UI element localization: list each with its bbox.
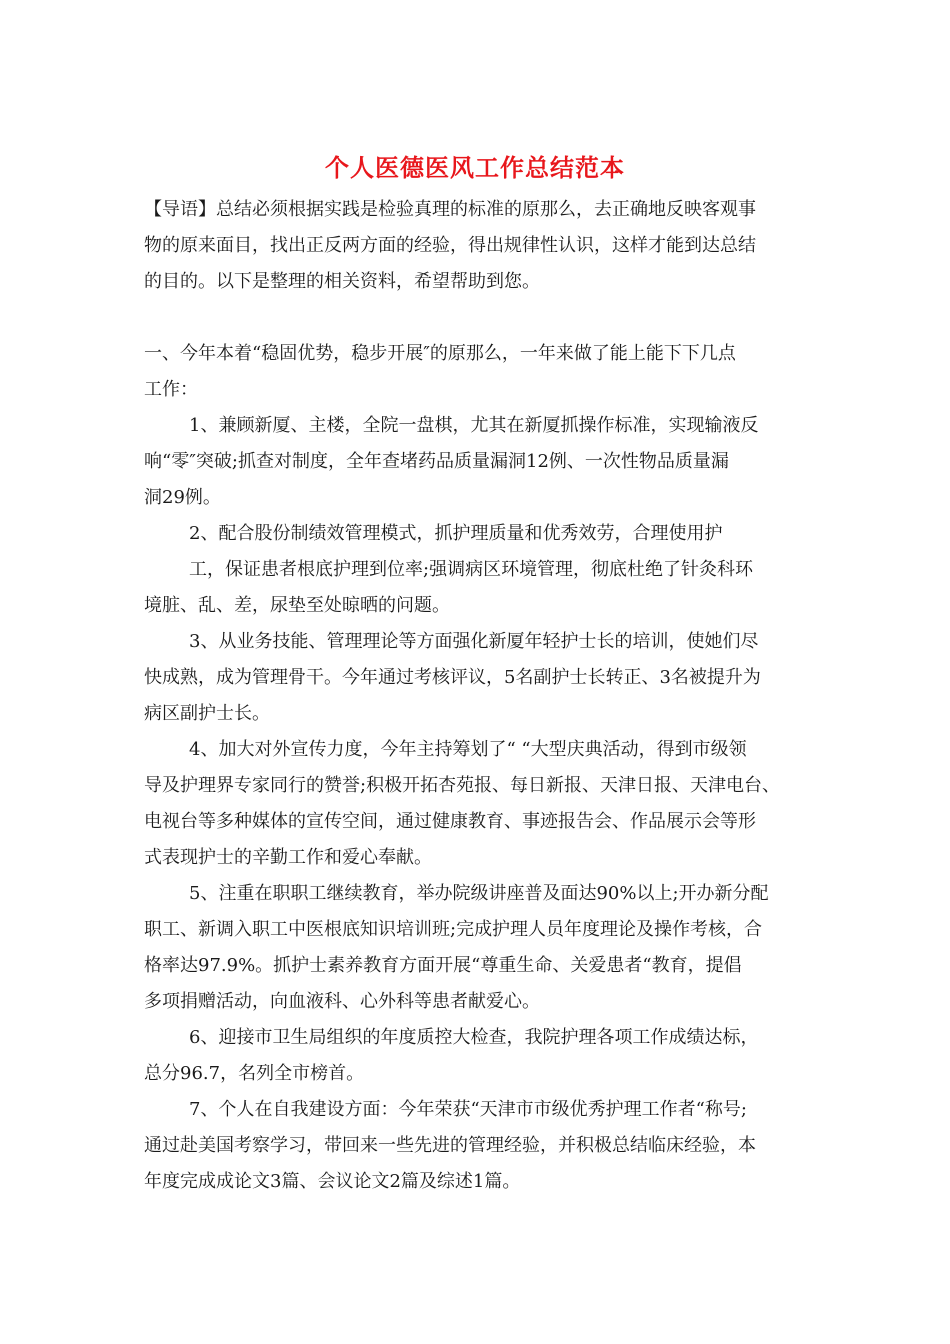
text-line: 6、迎接市卫生局组织的年度质控大检查，我院护理各项工作成绩达标， bbox=[189, 1027, 759, 1048]
item-paragraph-4 bbox=[144, 732, 824, 876]
text-line: 总分96.7，名列全市榜首。 bbox=[144, 1063, 365, 1084]
text-line: 病区副护士长。 bbox=[144, 703, 270, 724]
text-line: 响“零″突破;抓查对制度，全年查堵药品质量漏洞12例、一次性物品质量漏 bbox=[144, 451, 729, 472]
text-line: 境脏、乱、差，尿垫至处晾晒的问题。 bbox=[144, 595, 450, 616]
text-line: 5、注重在职职工继续教育，举办院级讲座普及面达90%以上;开办新分配 bbox=[189, 883, 769, 904]
text-line: 一、今年本着“稳固优势，稳步开展″的原那么，一年来做了能上能下下几点 bbox=[144, 343, 736, 364]
text-line: 3、从业务技能、管理理论等方面强化新厦年轻护士长的培训，使她们尽 bbox=[189, 631, 759, 652]
text-line: 导及护理界专家同行的赞誉;积极开拓杏苑报、每日新报、天津日报、天津电台、 bbox=[144, 775, 781, 796]
text-line: 年度完成成论文3篇、会议论文2篇及综述1篇。 bbox=[144, 1171, 521, 1192]
text-line: 多项捐赠活动，向血液科、心外科等患者献爱心。 bbox=[144, 991, 540, 1012]
text-line: 职工、新调入职工中医根底知识培训班;完成护理人员年度理论及操作考核，合 bbox=[144, 919, 763, 940]
intro-paragraph bbox=[144, 192, 824, 300]
text-line: 式表现护士的辛勤工作和爱心奉献。 bbox=[144, 847, 432, 868]
text-line: 的目的。以下是整理的相关资料，希望帮助到您。 bbox=[144, 271, 540, 292]
text-line: 物的原来面目，找出正反两方面的经验，得出规律性认识，这样才能到达总结 bbox=[144, 235, 756, 256]
item-paragraph-3 bbox=[144, 624, 824, 732]
text-line: 4、加大对外宣传力度，今年主持筹划了“ “大型庆典活动，得到市级领 bbox=[189, 739, 747, 760]
text-line: 洞29例。 bbox=[144, 487, 221, 508]
item-paragraph-6 bbox=[144, 1020, 824, 1092]
text-line: 快成熟，成为管理骨干。今年通过考核评议，5名副护士长转正、3名被提升为 bbox=[144, 667, 761, 688]
text-line: 通过赴美国考察学习，带回来一些先进的管理经验，并积极总结临床经验，本 bbox=[144, 1135, 756, 1156]
document-title: 个人医德医风工作总结范本 bbox=[325, 153, 625, 182]
text-line: 【导语】总结必须根据实践是检验真理的标准的原那么，去正确地反映客观事 bbox=[144, 199, 756, 220]
section-heading-1 bbox=[144, 336, 824, 408]
text-line: 1、兼顾新厦、主楼，全院一盘棋，尤其在新厦抓操作标准，实现输液反 bbox=[189, 415, 759, 436]
text-line: 7、个人在自我建设方面：今年荣获“天津市市级优秀护理工作者“称号; bbox=[189, 1099, 747, 1120]
text-line: 工作： bbox=[144, 379, 198, 400]
text-line: 格率达97.9%。抓护士素养教育方面开展“尊重生命、关爱患者“教育，提倡 bbox=[144, 955, 742, 976]
item-paragraph-2 bbox=[144, 516, 824, 624]
item-paragraph-7 bbox=[144, 1092, 824, 1200]
item-paragraph-5 bbox=[144, 876, 824, 1020]
text-line: 2、配合股份制绩效管理模式，抓护理质量和优秀效劳，合理使用护 bbox=[189, 523, 723, 544]
item-paragraph-1 bbox=[144, 408, 824, 516]
text-line: 电视台等多种媒体的宣传空间，通过健康教育、事迹报告会、作品展示会等形 bbox=[144, 811, 756, 832]
text-line: 工，保证患者根底护理到位率;强调病区环境管理，彻底杜绝了针灸科环 bbox=[189, 559, 754, 580]
